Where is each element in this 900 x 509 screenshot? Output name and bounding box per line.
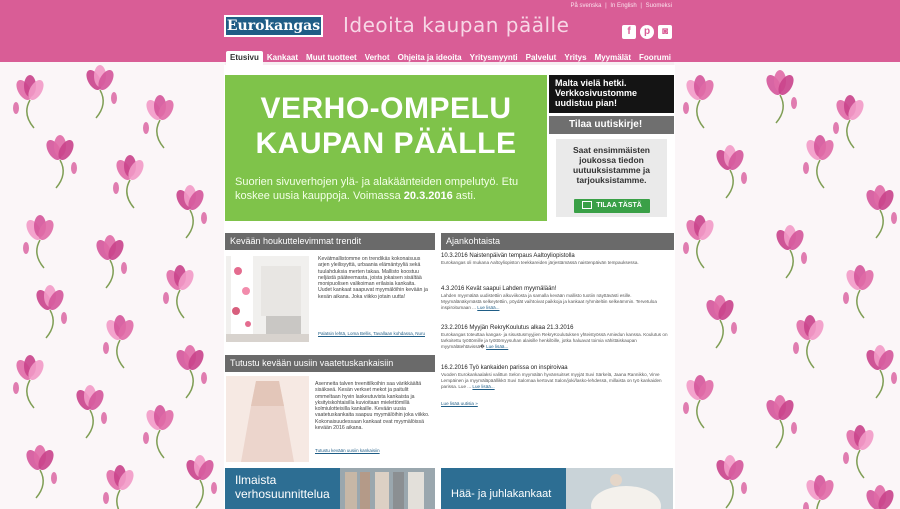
magnolia-flower <box>143 405 177 458</box>
trends-links[interactable]: Palatsin lehtä, Loma Bellis, Tavallaan kohdassa, Nuru <box>318 331 425 336</box>
nav-item-ohjeita[interactable]: Ohjeita ja ideoita <box>397 53 462 62</box>
magnolia-flower <box>13 75 47 128</box>
news-title[interactable]: 10.3.2016 Naistenpäivän tempaus Aaltoyliopistolla <box>441 253 575 259</box>
magnolia-flower <box>113 155 147 208</box>
lang-separator: | <box>605 3 607 9</box>
magnolia-flower <box>843 425 877 478</box>
nav-item-yritys[interactable]: Yritys <box>564 53 587 62</box>
nav-item-kankaat[interactable]: Kankaat <box>266 53 299 62</box>
site-renewal-notice: Malta vielä hetki. Verkkosivustomme uudistuu pian! <box>549 75 674 113</box>
section-heading-trends: Kevään houkuttelevimmat trendit <box>225 233 435 250</box>
hero-title <box>225 91 547 161</box>
promo-curtain-line2: verhosuunnittelua <box>235 487 330 501</box>
hero-sub-text: Suorien sivuverhojen ylä- ja alakäänteiden ompelutyö. Etu koskee uusia kauppoja. Voimassa <box>235 176 519 202</box>
magnolia-flower <box>863 345 897 398</box>
news-read-more-link[interactable]: Lue lisää... <box>472 384 495 389</box>
clothing-image[interactable] <box>226 376 309 462</box>
magnolia-flower <box>43 135 77 188</box>
newsletter-box <box>549 116 674 221</box>
newsletter-panel <box>556 139 667 217</box>
nav-item-yritysmyynti[interactable]: Yritysmyynti <box>469 53 518 62</box>
magnolia-flower <box>173 185 207 238</box>
magnolia-flower <box>803 475 837 509</box>
lang-separator: | <box>640 3 642 9</box>
hero-title-line2: KAUPAN PÄÄLLE <box>255 127 517 160</box>
magnolia-flower <box>863 185 897 238</box>
news-item[interactable] <box>441 324 673 350</box>
magnolia-flower <box>843 265 877 318</box>
nav-item-etusivu[interactable]: Etusivu <box>226 51 263 65</box>
magnolia-flower <box>13 355 47 408</box>
magnolia-flower <box>73 385 107 438</box>
newsletter-subscribe-button[interactable] <box>574 199 650 213</box>
eurokangas-logo[interactable]: Eurokangas <box>224 15 323 37</box>
news-body-text: Lahden myymälää uudistettiin alkuviikosta ja samalla kevään mallisto tuotiin näyttävästi esille. Myymälänäkymästä selkeytettiin, pöydät vaihtoivat paikkoja ja kankaat ryhmiteltiin selkeämmin. Tervetuloa inspiroitumaan ... <box>441 293 657 310</box>
hero-banner[interactable] <box>225 75 547 221</box>
magnolia-flower <box>683 375 717 428</box>
magnolia-flower <box>33 285 67 338</box>
news-title[interactable]: 23.2.2016 Myyjän RekryKoulutus alkaa 21.3.2016 <box>441 325 574 331</box>
magnolia-flower <box>183 455 217 508</box>
magnolia-flower <box>713 145 747 198</box>
magnolia-flower <box>93 235 127 288</box>
news-body: Eurokangas oli mukana Aaltoyliopiston teekkareiden järjestämässä naistenpäivän tempauksessa. <box>441 260 639 265</box>
news-read-more-link[interactable]: Lue lisää... <box>486 344 509 349</box>
magnolia-flower <box>833 95 867 148</box>
newsletter-heading: Tilaa uutiskirje! <box>549 116 674 134</box>
trends-image[interactable] <box>226 256 309 342</box>
site-tagline: Ideoita kaupan päälle <box>343 13 570 37</box>
promo-wedding-title: Hää- ja juhlakankaat <box>451 488 552 500</box>
magnolia-flower <box>803 135 837 188</box>
facebook-icon[interactable]: f <box>622 25 636 39</box>
magnolia-flower <box>143 95 177 148</box>
clothing-text: Asenneita talven treenitilkoihin saa värikkäältä sisäkseä. Kesän verkset mekot ja paitulit ommeltaan hyvin laskeutuvista kankaista ja yksityiskohtaisilla kuvioitaan mielettömillä kolmiulotteisilla kankaille. Kevään uusia vaatetuskankaita saapuu myymälöihin joka viikko. Kokonaisuudessaan kankaat ovat myymälöissä kevään 2016 aikana. <box>315 381 430 432</box>
news-item[interactable] <box>441 285 673 311</box>
social-links <box>622 25 672 39</box>
instagram-icon[interactable]: ◙ <box>658 25 672 39</box>
magnolia-flower <box>103 315 137 368</box>
magnolia-flower <box>863 485 897 509</box>
magnolia-flower <box>763 395 797 448</box>
news-all-link[interactable]: Lue lisää uutisia » <box>441 401 478 406</box>
magnolia-flower <box>23 445 57 498</box>
magnolia-flower <box>683 75 717 128</box>
news-read-more-link[interactable]: Lue lisää... <box>477 305 500 310</box>
dress-image <box>226 376 309 462</box>
lang-swedish-link[interactable]: På svenska <box>570 3 602 9</box>
news-title[interactable]: 16.2.2016 Työ kankaiden parissa on inspiroivaa <box>441 365 568 371</box>
magnolia-flower <box>793 315 827 368</box>
news-body <box>441 332 673 350</box>
promo-curtain-design[interactable] <box>225 468 435 509</box>
section-heading-clothing-fabrics: Tutustu kevään uusiin vaatetuskankaisiin <box>225 355 435 372</box>
nav-item-palvelut[interactable]: Palvelut <box>525 53 557 62</box>
magnolia-flower <box>713 455 747 508</box>
newsletter-body: Saat ensimmäisten joukossa tiedon uutuuksistamme ja tarjouksistamme. <box>572 145 650 185</box>
news-body <box>441 372 673 390</box>
promo-curtain-line1: Ilmaista <box>235 473 277 487</box>
magnolia-flower <box>23 215 57 268</box>
magnolia-flower <box>703 295 737 348</box>
nav-item-foorumi[interactable]: Foorumi <box>639 53 672 62</box>
news-item[interactable] <box>441 252 673 266</box>
magnolia-flower <box>773 225 807 278</box>
magnolia-flower <box>83 65 117 118</box>
mail-icon <box>582 201 592 209</box>
curtain-room-image <box>226 256 309 342</box>
hero-sub-end: asti. <box>452 190 476 202</box>
promo-curtain-title <box>235 473 330 501</box>
pinterest-icon[interactable]: p <box>640 25 654 39</box>
magnolia-flower <box>763 70 797 123</box>
magnolia-flower <box>683 215 717 268</box>
news-body <box>441 293 673 311</box>
magnolia-flower <box>163 265 197 318</box>
nav-item-muut-tuotteet[interactable]: Muut tuotteet <box>306 53 357 62</box>
newsletter-button-label: TILAA TÄSTÄ <box>596 202 642 209</box>
hero-title-line1: VERHO-OMPELU <box>260 92 512 125</box>
magnolia-flower <box>173 345 207 398</box>
news-item[interactable] <box>441 364 673 390</box>
trends-text: Kevätmallistomme on trendikäs kokonaisuus arjen yleilisyyttä, urbaania elämäntyyliä sekä tuulahduksia merten takaa. Mallisto koostuu neljästä pääteemasta, joista jokaisen sisältää monipuolisen valikoiman erilaisia kankaita. Uudet kankaat saapuvat myymälöihin kevään ja kesän aikana. Joka viikko jotain uutta! <box>318 256 428 300</box>
nav-item-myymalat[interactable]: Myymälät <box>594 53 632 62</box>
hero-subtitle <box>235 175 545 203</box>
news-all-link-wrap <box>441 401 673 407</box>
promo-wedding-fabrics[interactable] <box>441 468 673 509</box>
main-nav <box>226 51 675 65</box>
clothing-link[interactable]: Tutustu kevään uusiin kankaisiin <box>315 448 380 453</box>
news-title[interactable]: 4.3.2016 Kevät saapui Lahden myymälään! <box>441 286 557 292</box>
lang-finnish-link[interactable]: Suomeksi <box>645 3 672 9</box>
magnolia-flower <box>103 465 137 509</box>
nav-item-verhot[interactable]: Verhot <box>364 53 390 62</box>
news-body-text: Vuoden Eurokankaalaksi valittun Selon myymälän hyvänsuitset myyjät Suvi Särkelä, Jaana Rannikko, Virve Lempäinen ja myymäläpäällikkö Suvi Salomaa kertovat Salon/joki/lasko-lehdessä, millaista on työ kankaiden parissa. Lue ... <box>441 372 662 389</box>
news-body-text: Eurokangas toteuttaa kangas- ja sisustusmyyjien RekryKoulutuksen yhteistyössä Amiedun kanssa. Koulutus on tarkoitettu työttömille ja työttömyysuhan alaisille henkilöille, jotka haluavat toimia vähittäiskaupan myymälätehtävissä� <box>441 332 668 349</box>
lang-english-link[interactable]: In English <box>610 3 637 9</box>
hero-sub-date: 20.3.2016 <box>403 190 453 202</box>
section-heading-news: Ajankohtaista <box>441 233 674 250</box>
language-links <box>568 3 672 9</box>
